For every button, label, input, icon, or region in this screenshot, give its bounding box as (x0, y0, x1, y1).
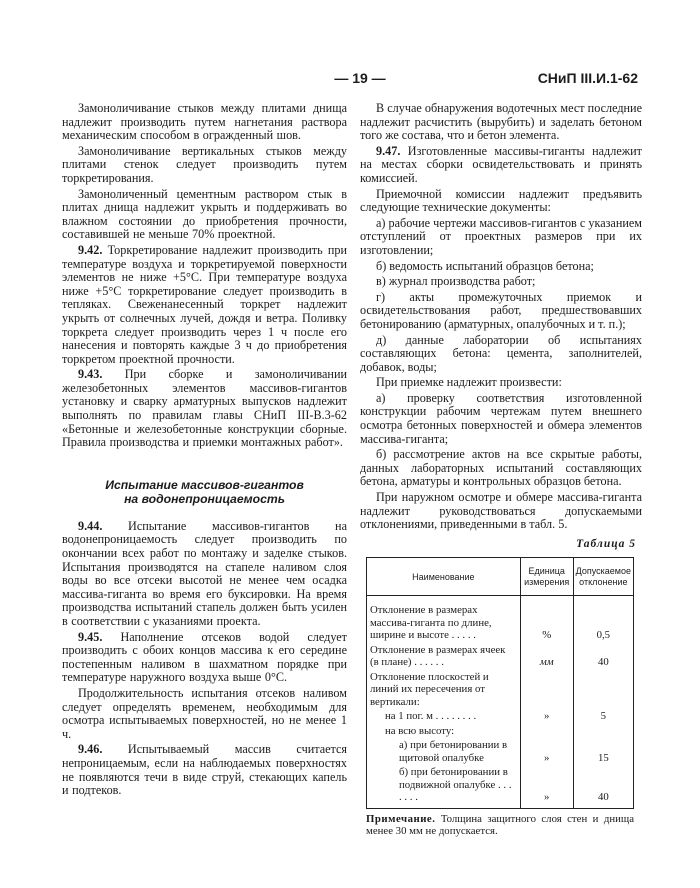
table-caption: Таблица 5 (576, 537, 636, 550)
paragraph: Замоноличивание вертикальных стыков между плитами стенок следует производить путем торкретирования. (62, 143, 347, 185)
clause-number: 9.47. (376, 143, 401, 158)
table-cell: % (520, 596, 573, 643)
paragraph: Продолжительность испытания отсеков наливом следует определять временем, необходимым для осмотра испытываемых поверхностей, но не менее 1 ч. (62, 685, 347, 741)
table-row (367, 765, 634, 808)
table-cell: 5 (573, 709, 633, 724)
table-cell (573, 724, 633, 739)
table-cell: на 1 пог. м . . . . . . . . (367, 709, 521, 724)
paragraph: При наружном осмотре и обмере массива-гиганта надлежит руководствоваться допускаемыми отклонениями, приведенными в табл. 5. (360, 490, 642, 532)
list-item: в) журнал производства работ; (376, 274, 536, 289)
note-label: Примечание. (366, 812, 436, 825)
list-item: б) рассмотрение актов на все скрытые работы, данных лабораторных испытаний составляющих бетона, арматуры и контрольных образцов бетона. (360, 447, 642, 489)
clause-9-42 (62, 244, 347, 366)
clause-text: Наполнение отсеков водой следует производить с обоих концов массива к его середине постепенным наливом в шахматном порядке при температуре наружного воздуха выше 0°С. (62, 629, 348, 685)
column-header: Единица измерения (520, 558, 573, 596)
table-row (367, 738, 634, 765)
table-cell: » (520, 709, 573, 724)
table-cell: » (520, 765, 573, 808)
clause-text: Изготовленные массивы-гиганты надлежит на местах сборки освидетельствовать и принять комиссией. (360, 143, 642, 185)
table-cell: 0,5 (573, 596, 633, 643)
table-cell: мм (520, 643, 573, 670)
list-item: д) данные лаборатории об испытаниях составляющих бетона: цемента, заполнителей, добавок, воды; (360, 332, 642, 374)
table-cell: б) при бетонировании в подвижной опалубке . . . . . . . (367, 765, 521, 808)
left-column (62, 102, 347, 800)
paragraph: Замоноличивание стыков между плитами днища надлежит производить путем нагнетания раствора механическим способом в огражденный шов. (62, 101, 347, 143)
table-cell (573, 670, 633, 710)
list-item: б) ведомость испытаний образцов бетона; (376, 258, 594, 273)
clause-text: Испытание массивов-гигантов на водонепроницаемость следует производить по окончании всех работ по монтажу и заделке стыков. Испытания производятся на стапеле наливом слоя воды во все отсеки высотой не менее чем осадка массива-гиганта во время его буксировки. На время производства испытаний стапель должен быть усилен в соответствии с указаниями проекта. (62, 518, 347, 628)
table-row (367, 724, 634, 739)
table-header-row (367, 558, 634, 596)
paragraph: Замоноличенный цементным раствором стык в плитах днища надлежит укрыть и поддерживать во влажном состоянии до приобретения прочности, составившей не меньше 70% проектной. (62, 186, 347, 242)
clause-9-46 (62, 743, 347, 797)
clause-9-47 (360, 145, 642, 186)
list-item: а) проверку соответствия изготовленной конструкции рабочим чертежам путем внешнего осмотра бетонных поверхностей и обмера элементов массива-гиганта; (360, 390, 642, 446)
page-number: — 19 — (334, 70, 386, 86)
table-cell: 15 (573, 738, 633, 765)
table-cell: Отклонение в размерах ячеек (в плане) . . . . . . (367, 643, 521, 670)
clause-9-45 (62, 631, 347, 685)
column-header: Допускаемое отклонение (573, 558, 633, 596)
clause-text: Испытываемый массив считается непроницаемым, если на наблюдаемых поверхностях не появляются течи в виде струй, стекающих капель и подтеков. (62, 742, 348, 798)
list-item: а) рабочие чертежи массивов-гигантов с указанием отступлений от проектных размеров при их изготовлении; (360, 215, 642, 257)
table-row (367, 643, 634, 670)
table-row (367, 709, 634, 724)
clause-number: 9.43. (78, 367, 103, 382)
tolerance-table (366, 557, 634, 809)
clause-9-44 (62, 520, 347, 629)
table-cell: » (520, 738, 573, 765)
table-cell: Отклонение плоскостей и линий их пересечения от вертикали: (367, 670, 521, 710)
clause-9-43 (62, 368, 347, 450)
table-cell: а) при бетонировании в щитовой опалубке (367, 738, 521, 765)
table-cell: Отклонение в размерах массива-гиганта по длине, ширине и высоте . . . . . (367, 596, 521, 643)
clause-text: Торкретирование надлежит производить при температуре воздуха и торкретируемой поверхности элементов не ниже +5°С. При температуре воздуха ниже +5°С торкретирование следует производить в тепляках. Свеженанесенный торкрет надлежит укрыть от солнечных лучей, дождя и ветра. Поливку торкрета следует производить через 1 ч после его нанесения и повторять каждые 3 ч до приобретения торкретом проектной прочности. (62, 242, 348, 366)
list-item: г) акты промежуточных приемок и освидетельствования работ, предшествовавших бетонированию (арматурных, опалубочных и т. п.); (360, 289, 642, 331)
paragraph: Приемочной комиссии надлежит предъявить следующие технические документы: (360, 186, 642, 215)
table-row (367, 596, 634, 643)
section-title-line-2: на водонепроницаемость (124, 491, 285, 506)
table-cell: на всю высоту: (367, 724, 521, 739)
clause-number: 9.46. (78, 742, 103, 757)
right-column (360, 102, 642, 838)
paragraph: При приемке надлежит произвести: (376, 375, 562, 390)
page-header (0, 70, 700, 90)
note-text: Толщина защитного слоя стен и днища менее 30 мм не допускается. (366, 812, 634, 838)
column-header: Наименование (367, 558, 521, 596)
table-cell (520, 724, 573, 739)
clause-number: 9.45. (78, 629, 103, 644)
clause-number: 9.44. (78, 518, 103, 533)
table-note (366, 813, 634, 838)
clause-text: При сборке и замоноличивании железобетонных элементов массивов-гигантов установку и сварку арматурных выпусков надлежит выполнять по правилам главы СНиП III-В.3-62 «Бетонные и железобетонные конструкции сборные. Правила производства и приемки монтажных работ». (62, 367, 348, 450)
document-code: СНиП III.И.1-62 (537, 70, 638, 86)
table-cell: 40 (573, 643, 633, 670)
clause-number: 9.42. (78, 242, 103, 257)
section-title (62, 478, 347, 506)
section-title-line-1: Испытание массивов-гигантов (105, 477, 304, 492)
table-row (367, 670, 634, 710)
table-cell (520, 670, 573, 710)
paragraph: В случае обнаружения водотечных мест последние надлежит расчистить (вырубить) и заделать бетоном того же состава, что и бетон элемента. (360, 101, 642, 143)
table-cell: 40 (573, 765, 633, 808)
